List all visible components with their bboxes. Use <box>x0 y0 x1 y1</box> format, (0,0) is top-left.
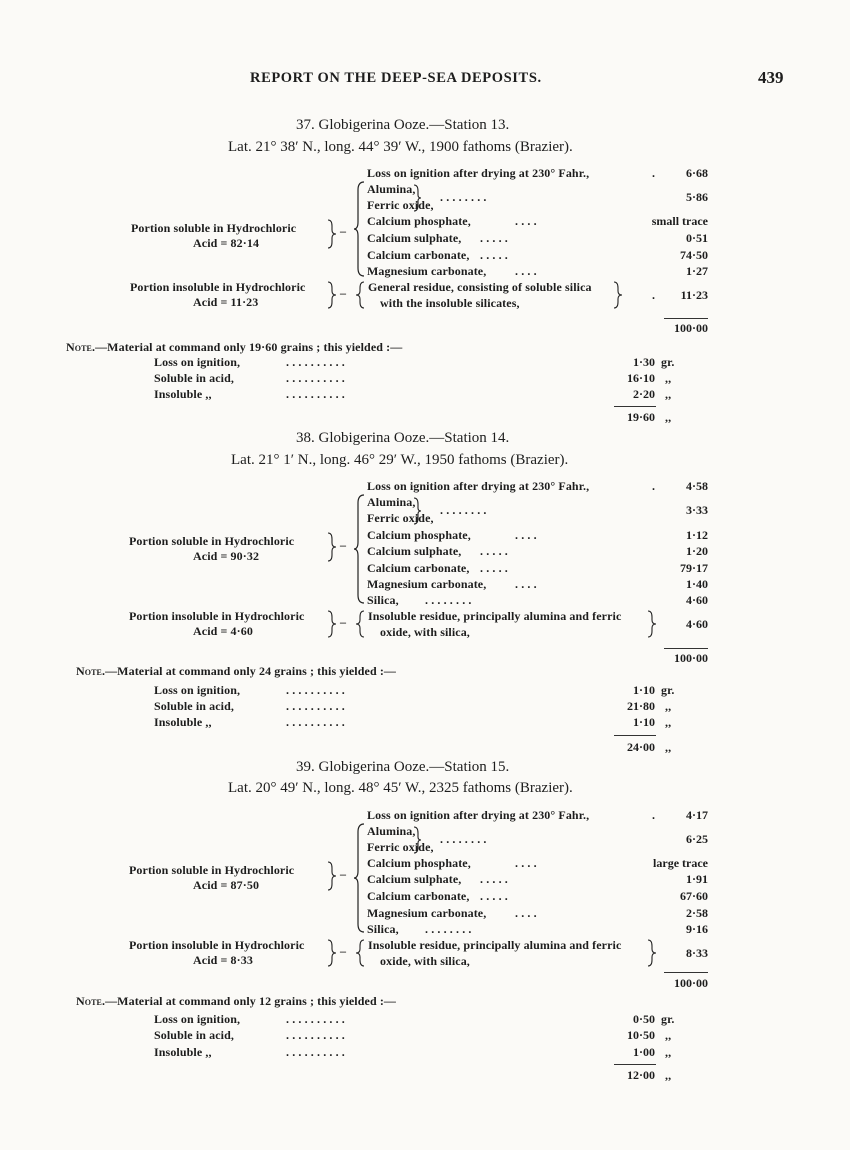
grains-unit: gr. <box>661 355 675 369</box>
dot-leader: . . . . . . . . <box>440 190 487 204</box>
note-total-rule <box>614 406 656 407</box>
note-loss-label: Loss on ignition, <box>154 1012 241 1026</box>
note-total-value: 19·60 <box>626 410 655 424</box>
note-loss-label: Loss on ignition, <box>154 683 241 697</box>
left-brace <box>354 609 366 639</box>
right-brace <box>326 280 338 310</box>
dot-leader: . <box>652 166 656 180</box>
note-soluble-label: Soluble in acid, <box>154 699 234 713</box>
sample-heading: 39. Globigerina Ooze.—Station 15. <box>296 759 510 775</box>
ditto-mark: ,, <box>665 715 672 729</box>
soluble-acid: Acid = 87·50 <box>193 878 260 892</box>
dash: – <box>340 615 347 629</box>
item-label: Calcium sulphate, <box>367 872 462 886</box>
insoluble-desc-line1: General residue, consisting of soluble silica <box>368 280 592 294</box>
dot-leader: . . . . <box>515 214 537 228</box>
ditto-mark: ,, <box>665 1045 672 1059</box>
dot-leader: . . . . . . . . . . <box>286 355 345 369</box>
note-loss-label: Loss on ignition, <box>154 355 241 369</box>
note-total-rule <box>614 735 656 736</box>
soluble-label: Portion soluble in Hydrochloric <box>131 221 297 235</box>
note-soluble-label: Soluble in acid, <box>154 371 234 385</box>
insoluble-value: 4·60 <box>685 617 708 631</box>
sample-location: Lat. 21° 1′ N., long. 46° 29′ W., 1950 fathoms (Brazier). <box>231 452 569 468</box>
dash: – <box>340 867 347 881</box>
total-rule <box>664 648 708 649</box>
right-brace <box>646 938 658 968</box>
dot-leader: . . . . . <box>480 544 508 558</box>
right-brace <box>326 609 338 639</box>
right-brace <box>326 860 338 892</box>
right-brace <box>326 938 338 968</box>
dot-leader: . . . . . <box>480 872 508 886</box>
left-brace <box>354 280 366 310</box>
item-value: 79·17 <box>679 561 708 575</box>
ferric-oxide-label: Ferric oxide, <box>367 198 434 212</box>
note-total-value: 12·00 <box>626 1068 655 1082</box>
note-loss-value: 0·50 <box>632 1012 655 1026</box>
ditto-mark: ,, <box>665 1068 672 1082</box>
note-line: Note.—Material at command only 19·60 grains ; this yielded :— <box>66 340 403 354</box>
total-value: 100·00 <box>673 651 708 665</box>
note-loss-value: 1·10 <box>632 683 655 697</box>
item-value: 1·40 <box>685 577 708 591</box>
note-line: Note.—Material at command only 24 grains ; this yielded :— <box>76 664 397 678</box>
item-value: 74·50 <box>679 248 708 262</box>
dot-leader: . . . . . . . . <box>425 593 472 607</box>
note-soluble-value: 10·50 <box>626 1028 655 1042</box>
total-rule <box>664 972 708 973</box>
soluble-label: Portion soluble in Hydrochloric <box>129 863 295 877</box>
note-soluble-value: 21·80 <box>626 699 655 713</box>
item-label: Calcium carbonate, <box>367 889 470 903</box>
insoluble-value: 8·33 <box>685 946 708 960</box>
dot-leader: . . . . <box>515 264 537 278</box>
item-value: 1·91 <box>685 872 708 886</box>
total-value: 100·00 <box>673 321 708 335</box>
item-value: 1·27 <box>685 264 708 278</box>
loss-on-ignition-label: Loss on ignition after drying at 230° Fahr., <box>367 166 590 180</box>
soluble-brace <box>352 180 368 278</box>
dot-leader: . . . . <box>515 528 537 542</box>
insoluble-desc-line2: with the insoluble silicates, <box>380 296 520 310</box>
dot-leader: . . . . . . . . . . <box>286 371 345 385</box>
dot-leader: . . . . . . . . <box>440 503 487 517</box>
ditto-mark: ,, <box>665 1028 672 1042</box>
item-label: Calcium carbonate, <box>367 248 470 262</box>
right-brace <box>326 531 338 563</box>
sample-location: Lat. 20° 49′ N., long. 48° 45′ W., 2325 fathoms (Brazier). <box>228 780 573 796</box>
dash: – <box>340 944 347 958</box>
note-label: Note. <box>76 994 106 1008</box>
item-label: Calcium phosphate, <box>367 856 471 870</box>
right-brace <box>646 609 658 639</box>
insoluble-acid: Acid = 8·33 <box>193 953 253 967</box>
item-value: small trace <box>651 214 708 228</box>
note-line: Note.—Material at command only 12 grains ; this yielded :— <box>76 994 397 1008</box>
insoluble-value: 11·23 <box>680 288 708 302</box>
dot-leader: . . . . . . . . . . <box>286 1012 345 1026</box>
item-label: Silica, <box>367 593 399 607</box>
item-label: Magnesium carbonate, <box>367 264 487 278</box>
alumina-label: Alumina, <box>367 182 416 196</box>
loss-on-ignition-value: 6·68 <box>685 166 708 180</box>
dot-leader: . . . . . . . . . . <box>286 683 345 697</box>
note-soluble-value: 16·10 <box>626 371 655 385</box>
dot-leader: . . . . . <box>480 231 508 245</box>
insoluble-desc-line1: Insoluble residue, principally alumina and ferric <box>368 609 622 623</box>
dot-leader: . . . . <box>515 906 537 920</box>
note-insoluble-label: Insoluble ,, <box>154 1045 212 1059</box>
dot-leader: . . . . . . . . <box>425 922 472 936</box>
soluble-acid: Acid = 90·32 <box>193 549 260 563</box>
page-number: 439 <box>758 68 784 87</box>
grains-unit: gr. <box>661 1012 675 1026</box>
insoluble-label: Portion insoluble in Hydrochloric <box>129 609 305 623</box>
note-total-rule <box>614 1064 656 1065</box>
dot-leader: . . . . . . . . . . <box>286 1028 345 1042</box>
note-insoluble-value: 1·00 <box>632 1045 655 1059</box>
dot-leader: . . . . <box>515 577 537 591</box>
sample-location: Lat. 21° 38′ N., long. 44° 39′ W., 1900 fathoms (Brazier). <box>228 139 573 155</box>
item-value: 1·20 <box>685 544 708 558</box>
soluble-label: Portion soluble in Hydrochloric <box>129 534 295 548</box>
grains-unit: gr. <box>661 683 675 697</box>
ferric-oxide-label: Ferric oxide, <box>367 840 434 854</box>
note-label: Note. <box>76 664 106 678</box>
dot-leader: . . . . . <box>480 248 508 262</box>
running-title: REPORT ON THE DEEP-SEA DEPOSITS. <box>250 70 542 86</box>
dot-leader: . . . . . <box>480 889 508 903</box>
item-value: 67·60 <box>679 889 708 903</box>
ditto-mark: ,, <box>665 387 672 401</box>
alumina-ferric-value: 5·86 <box>685 190 708 204</box>
item-label: Magnesium carbonate, <box>367 577 487 591</box>
ditto-mark: ,, <box>665 699 672 713</box>
soluble-brace <box>352 493 368 605</box>
alumina-ferric-value: 3·33 <box>685 503 708 517</box>
ditto-mark: ,, <box>665 371 672 385</box>
right-brace <box>612 280 624 310</box>
note-label: Note. <box>66 340 96 354</box>
note-loss-value: 1·30 <box>632 355 655 369</box>
dot-leader: . <box>652 808 656 822</box>
ditto-mark: ,, <box>665 740 672 754</box>
dot-leader: . <box>652 479 656 493</box>
item-value: 9·16 <box>685 922 708 936</box>
note-total-value: 24·00 <box>626 740 655 754</box>
left-brace <box>354 938 366 968</box>
insoluble-label: Portion insoluble in Hydrochloric <box>130 280 306 294</box>
item-label: Calcium phosphate, <box>367 528 471 542</box>
loss-on-ignition-value: 4·58 <box>685 479 708 493</box>
item-label: Calcium carbonate, <box>367 561 470 575</box>
alumina-ferric-value: 6·25 <box>685 832 708 846</box>
insoluble-acid: Acid = 11·23 <box>193 295 259 309</box>
dot-leader: . . . . . . . . . . <box>286 1045 345 1059</box>
note-insoluble-value: 2·20 <box>632 387 655 401</box>
item-value: 4·60 <box>685 593 708 607</box>
total-rule <box>664 318 708 319</box>
alumina-label: Alumina, <box>367 824 416 838</box>
dot-leader: . . . . . . . . . . <box>286 699 345 713</box>
dot-leader: . . . . . . . . . . <box>286 715 345 729</box>
soluble-acid: Acid = 82·14 <box>193 236 260 250</box>
loss-on-ignition-label: Loss on ignition after drying at 230° Fahr., <box>367 808 590 822</box>
item-label: Silica, <box>367 922 399 936</box>
insoluble-label: Portion insoluble in Hydrochloric <box>129 938 305 952</box>
dot-leader: . . . . <box>515 856 537 870</box>
note-insoluble-value: 1·10 <box>632 715 655 729</box>
dot-leader: . <box>652 288 656 302</box>
alumina-label: Alumina, <box>367 495 416 509</box>
dot-leader: . . . . . . . . <box>440 832 487 846</box>
dash: – <box>340 224 347 238</box>
item-value: 2·58 <box>685 906 708 920</box>
loss-on-ignition-value: 4·17 <box>685 808 708 822</box>
item-value: 0·51 <box>685 231 708 245</box>
sample-heading: 37. Globigerina Ooze.—Station 13. <box>296 117 510 133</box>
ditto-mark: ,, <box>665 410 672 424</box>
right-brace <box>326 218 338 250</box>
item-label: Magnesium carbonate, <box>367 906 487 920</box>
item-label: Calcium sulphate, <box>367 231 462 245</box>
item-value: 1·12 <box>685 528 708 542</box>
item-value: large trace <box>653 856 708 870</box>
note-insoluble-label: Insoluble ,, <box>154 387 212 401</box>
sample-heading: 38. Globigerina Ooze.—Station 14. <box>296 430 510 446</box>
total-value: 100·00 <box>673 976 708 990</box>
dot-leader: . . . . . . . . . . <box>286 387 345 401</box>
ferric-oxide-label: Ferric oxide, <box>367 511 434 525</box>
insoluble-desc-line2: oxide, with silica, <box>380 954 470 968</box>
note-soluble-label: Soluble in acid, <box>154 1028 234 1042</box>
item-label: Calcium sulphate, <box>367 544 462 558</box>
insoluble-desc-line1: Insoluble residue, principally alumina and ferric <box>368 938 622 952</box>
insoluble-desc-line2: oxide, with silica, <box>380 625 470 639</box>
dot-leader: . . . . . <box>480 561 508 575</box>
note-insoluble-label: Insoluble ,, <box>154 715 212 729</box>
dash: – <box>340 538 347 552</box>
dash: – <box>340 286 347 300</box>
insoluble-acid: Acid = 4·60 <box>193 624 253 638</box>
soluble-brace <box>352 822 368 934</box>
loss-on-ignition-label: Loss on ignition after drying at 230° Fahr., <box>367 479 590 493</box>
item-label: Calcium phosphate, <box>367 214 471 228</box>
